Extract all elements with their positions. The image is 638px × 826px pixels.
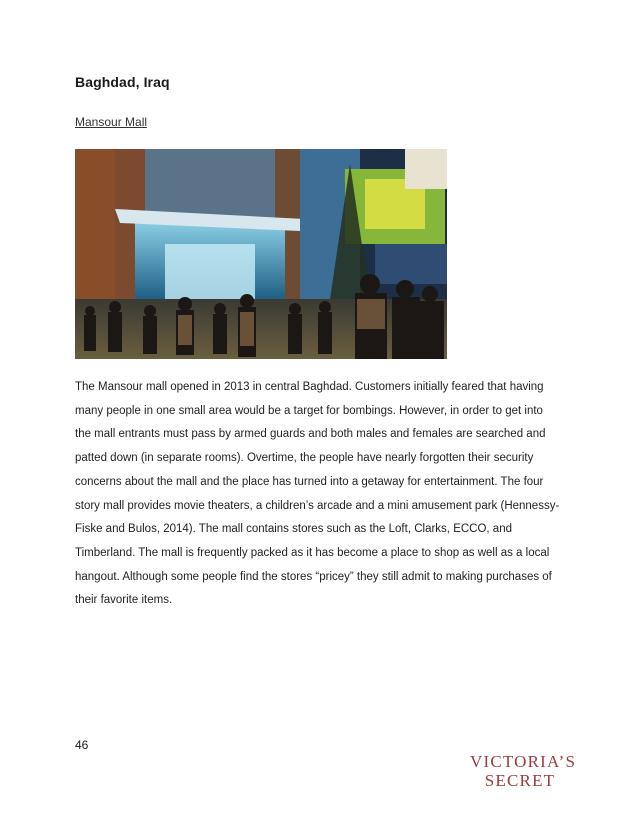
page-number: 46: [75, 738, 89, 752]
logo-line-2: SECRET: [484, 771, 556, 790]
logo-line-1: VICTORIA’S: [470, 752, 577, 771]
victorias-secret-logo: [470, 752, 577, 790]
body-paragraph: [75, 376, 561, 613]
mall-photo: [75, 149, 447, 359]
body-paragraph-text: The Mansour mall opened in 2013 in central Baghdad. Customers initially feared that having many people in one small area would be a target for bombings. However, in order to get into the mall entrants must pass by armed guards and both males and females are searched and patted down (in separate rooms). Overtime, the people have nearly forgotten their security concerns about the mall and the place has turned into a getaway for entertainment. The four story mall provides movie theaters, a children’s arcade and a mini amusement park (Hennessy-Fiske and Bulos, 2014). The mall contains stores such as the Loft, Clarks, ECCO, and Timberland. The mall is frequently packed as it has become a place to shop as well as a local hangout. Although some people find the stores “pricey” they still admit to making purchases of their favorite items.: [75, 381, 560, 607]
subsection-title: Mansour Mall: [75, 115, 148, 129]
section-heading: Baghdad, Iraq: [75, 74, 170, 90]
